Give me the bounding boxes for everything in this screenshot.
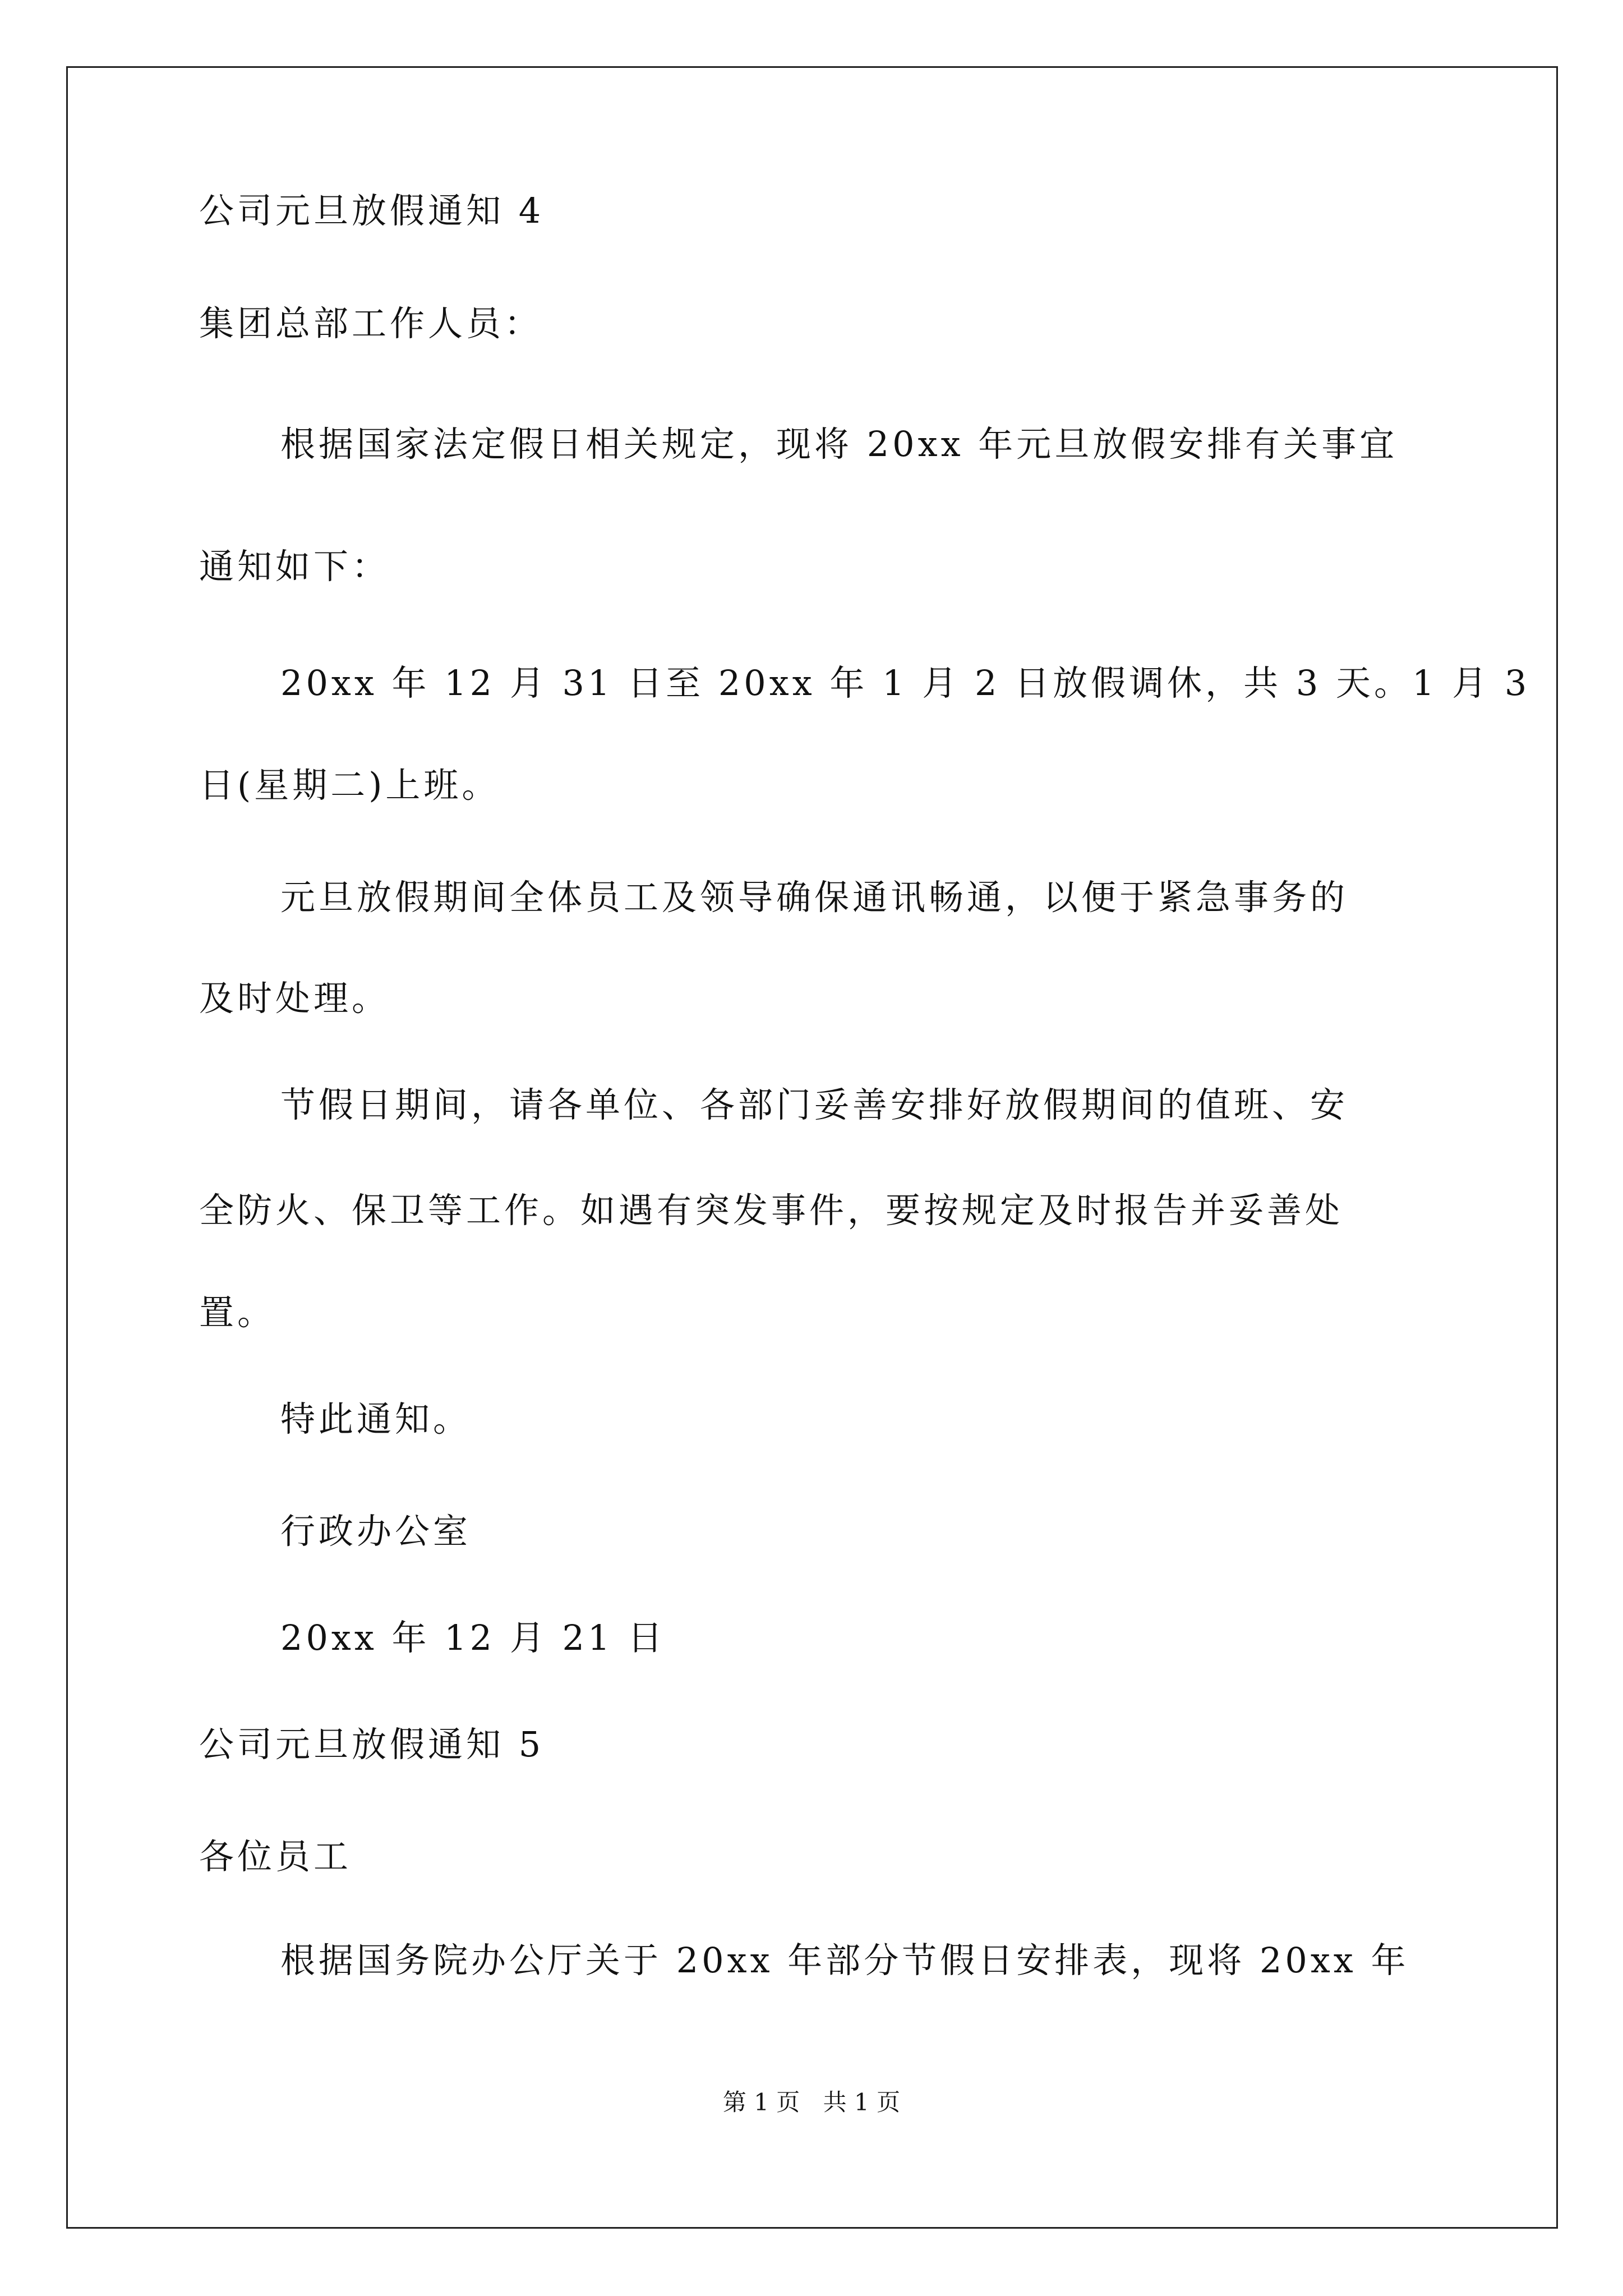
closing-note: 特此通知。 — [280, 1398, 472, 1439]
salutation-2: 各位员工 — [199, 1836, 352, 1877]
page-total: 共 1 页 — [823, 2088, 901, 2116]
paragraph-4-line-2: 全防火、保卫等工作。如遇有突发事件，要按规定及时报告并妥善处 — [199, 1190, 1344, 1231]
section-title-5: 公司元旦放假通知 5 — [199, 1724, 545, 1765]
page-number: 第 1 页 — [722, 2088, 800, 2116]
page-footer — [0, 2087, 1623, 2118]
salutation-1: 集团总部工作人员： — [199, 303, 543, 344]
paragraph-3-line-1: 元旦放假期间全体员工及领导确保通讯畅通，以便于紧急事务的 — [280, 877, 1349, 918]
signature-date: 20xx 年 12 月 21 日 — [280, 1617, 666, 1658]
paragraph-2-line-1: 20xx 年 12 月 31 日至 20xx 年 1 月 2 日放假调休，共 3 天。1 月 3 — [280, 662, 1530, 703]
paragraph-3-line-2: 及时处理。 — [199, 978, 390, 1019]
paragraph-1-line-1: 根据国家法定假日相关规定，现将 20xx 年元旦放假安排有关事宜 — [280, 424, 1398, 464]
signature-office: 行政办公室 — [280, 1511, 472, 1552]
page-border — [66, 66, 1558, 2229]
paragraph-2-line-2: 日(星期二)上班。 — [199, 765, 500, 806]
paragraph-4-line-3: 置。 — [199, 1292, 276, 1333]
section-title-4: 公司元旦放假通知 4 — [199, 190, 545, 231]
paragraph-4-line-1: 节假日期间，请各单位、各部门妥善安排好放假期间的值班、安 — [280, 1084, 1349, 1125]
paragraph-5-line-1: 根据国务院办公厅关于 20xx 年部分节假日安排表，现将 20xx 年 — [280, 1940, 1409, 1981]
paragraph-1-line-2: 通知如下： — [199, 546, 390, 587]
